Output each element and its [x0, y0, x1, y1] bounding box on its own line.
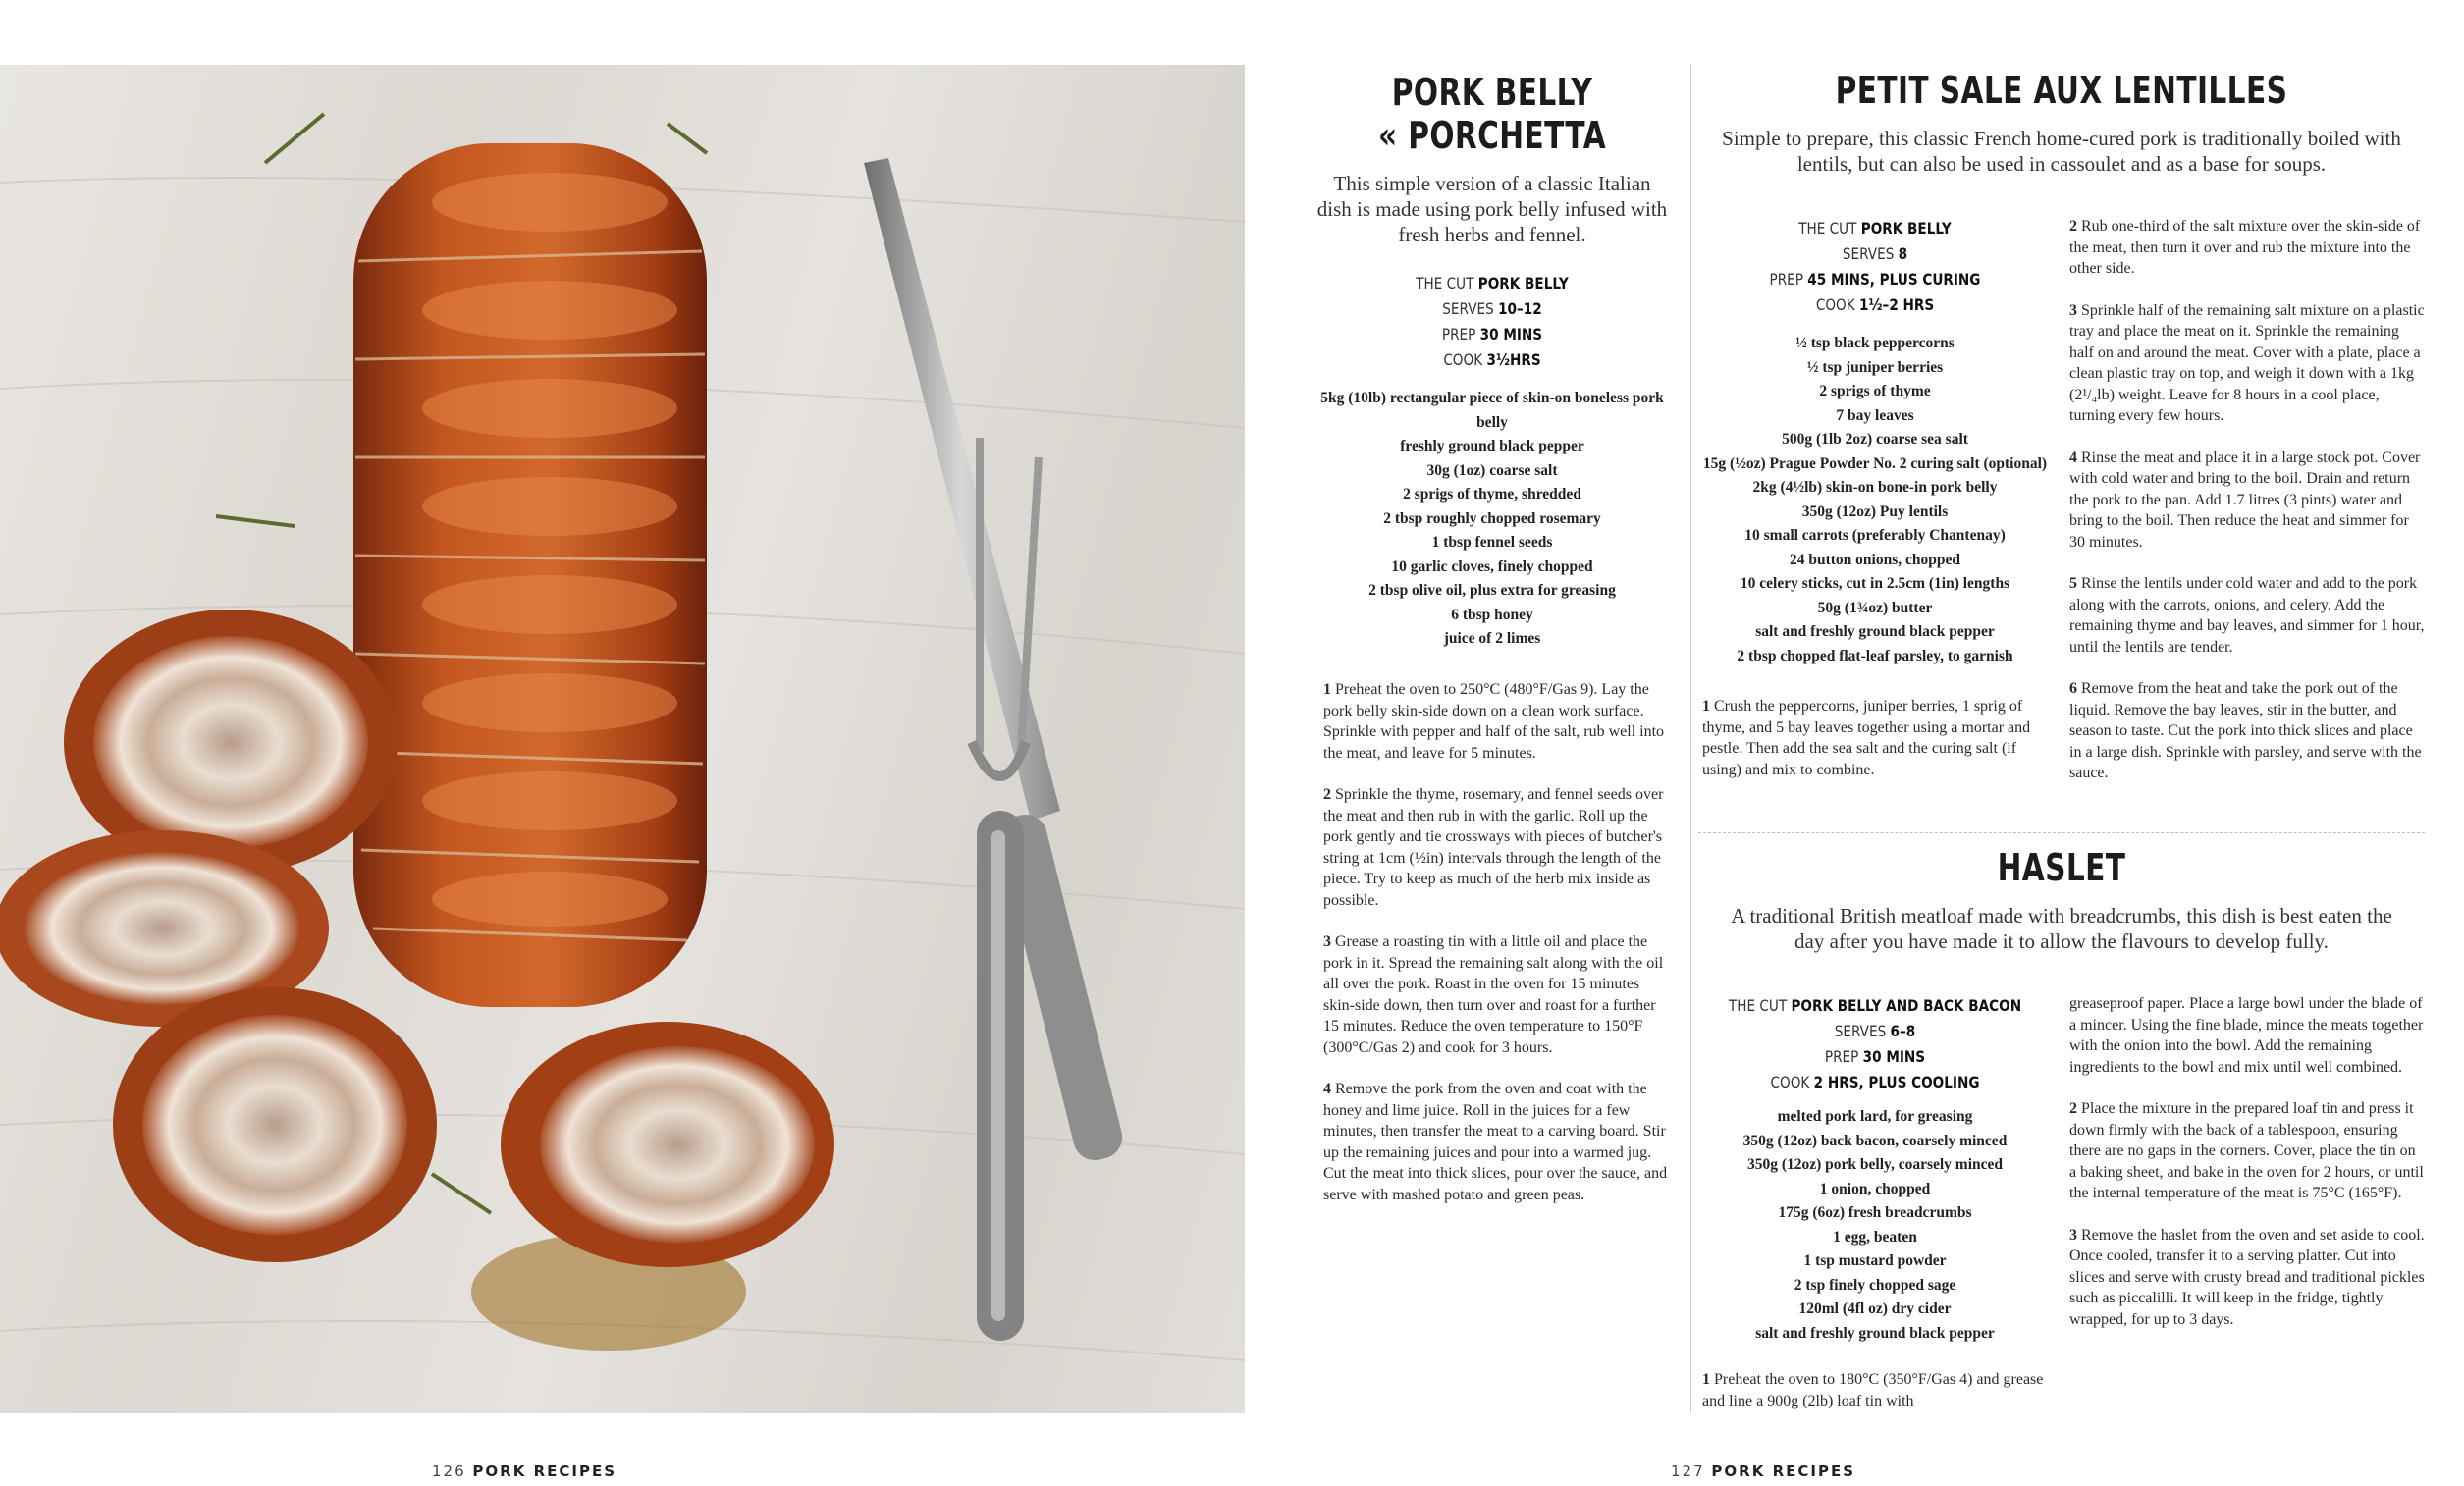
ingredient: 120ml (4fl oz) dry cider	[1798, 1300, 1952, 1317]
method-step: 4 Remove the pork from the oven and coat with the honey and lime juice. Roll in the juices for a few minutes, then transfer the meat to a carving board. Stir up the remaining juices and pour into a warmed jug. Cut the meat into thick slices, pour over the sauce, and serve with mashed potato and green peas.	[1323, 1081, 1668, 1203]
method-step: 3 Sprinkle half of the remaining salt mixture on a plastic tray and place the meat on it. Sprinkle the remaining half on and around the meat. Cover with a plate, place a clean plastic tray on top, and weigh it down with a 1kg (2¹/₄lb) weight. Leave for 8 hours in a cool place, turning every few hours.	[2069, 301, 2425, 424]
ingredient: 1 egg, beaten	[1833, 1228, 1917, 1246]
ingredient: salt and freshly ground black pepper	[1755, 623, 1995, 640]
ingredient: 1 tsp mustard powder	[1803, 1252, 1947, 1269]
ingredient: 2 sprigs of thyme	[1819, 383, 1931, 399]
meta-cut: THE CUT PORK BELLY AND BACK BACON	[1728, 996, 2022, 1015]
method-step: 1 Preheat the oven to 180°C (350°F/Gas 4) and grease and line a 900g (2lb) loaf tin with	[1702, 1371, 2044, 1409]
ingredient: 50g (1¾oz) butter	[1817, 599, 1933, 616]
ingredient: 1 tbsp fennel seeds	[1431, 534, 1553, 551]
ingredient: 2 tsp finely chopped sage	[1794, 1276, 1956, 1294]
ingredient: 500g (1lb 2oz) coarse sea salt	[1782, 431, 1968, 448]
recipe-title: HASLET	[1997, 846, 2126, 889]
recipe-intro: Simple to prepare, this classic French home-cured pork is traditionally boiled with lentils, but can also be used in cassoulet and as a base for soups.	[1722, 127, 2401, 176]
method-step: 6 Remove from the heat and take the pork out of the liquid. Remove the bay leaves, stir in the butter, and season to taste. Cut the pork into thick slices and place in a large dish. Sprinkle with parsley, and serve with the sauce.	[2069, 680, 2422, 781]
ingredient: 10 garlic cloves, finely chopped	[1391, 557, 1593, 575]
haslet-ingredients-col	[1698, 993, 2052, 1411]
recipe-intro: A traditional British meatloaf made with breadcrumbs, this dish is best eaten the day after you have made it to allow the flavours to develop fully.	[1731, 904, 2392, 953]
meta-cook: COOK 2 HRS, PLUS COOLING	[1770, 1073, 1980, 1091]
meta-prep: PREP 30 MINS	[1441, 325, 1543, 344]
ingredient: 24 button onions, chopped	[1789, 551, 1960, 568]
haslet-header	[1718, 846, 2405, 954]
ingredient: 2 tbsp chopped flat-leaf parsley, to garnish	[1737, 647, 2013, 664]
recipe-meta	[1725, 993, 2025, 1095]
ingredient: juice of 2 limes	[1443, 630, 1541, 647]
ingredients-list	[1315, 387, 1669, 652]
recipe-intro: This simple version of a classic Italian dish is made using pork belly infused with fresh herbs and fennel.	[1316, 172, 1668, 246]
ingredient: 350g (12oz) back bacon, coarsely minced	[1742, 1132, 2008, 1149]
meta-cook: COOK 1½–2 HRS	[1815, 295, 1935, 314]
ingredient: 2kg (4½lb) skin-on bone-in pork belly	[1752, 479, 1998, 496]
method-step: 1 Preheat the oven to 250°C (480°F/Gas 9). Lay the pork belly skin-side down on a clean work surface. Sprinkle with pepper and half of the salt, rub well into the meat, and leave for 5 minutes.	[1323, 681, 1665, 762]
porchetta-photo	[0, 65, 1245, 1413]
recipe-title	[1355, 71, 1631, 157]
ingredient: 15g (½oz) Prague Powder No. 2 curing salt (optional)	[1702, 454, 2048, 472]
meta-cook: COOK 3½HRS	[1443, 350, 1541, 369]
meta-cut: THE CUT PORK BELLY	[1416, 274, 1569, 292]
section-divider	[1698, 832, 2425, 833]
ingredients-list	[1698, 332, 2052, 668]
ingredient: ½ tsp juniper berries	[1806, 358, 1944, 376]
page-number: 127	[1671, 1462, 1705, 1480]
method-step: 3 Remove the haslet from the oven and set aside to cool. Once cooled, transfer it to a serving platter. Cut into slices and serve with crusty bread and traditional pickles such as piccalilli. It will keep in the fridge, tightly wrapped, for up to 3 days.	[2069, 1226, 2425, 1328]
ingredient: 2 tbsp olive oil, plus extra for greasing	[1368, 582, 1616, 599]
ingredient: 1 onion, chopped	[1819, 1180, 1931, 1197]
ingredient: 350g (12oz) pork belly, coarsely minced	[1746, 1156, 2004, 1173]
recipe-title: PETIT SALE AUX LENTILLES	[1835, 69, 2288, 112]
meta-prep: PREP 45 MINS, PLUS CURING	[1769, 270, 1981, 289]
method-step: 2 Place the mixture in the prepared loaf tin and press it down firmly with the back of a tablespoon, ensuring there are no gaps in the corners. Cover, place the tin on a baking sheet, and bake in the oven for 2 hours, or until the internal temperature of the meat is 75°C (165°F).	[2069, 1100, 2424, 1201]
meta-serves: SERVES 10–12	[1442, 299, 1542, 318]
left-page-footer	[432, 1462, 616, 1480]
petit-sale-ingredients-col	[1698, 216, 2052, 780]
method-step: greaseproof paper. Place a large bowl under the blade of a mincer. Using the fine blade, mince the meats together with the onion into the bowl. Add the remaining ingredients to the bowl and mix until well combined.	[2069, 995, 2424, 1076]
method-step: 3 Grease a roasting tin with a little oil and place the pork in it. Spread the remaining salt along with the oil all over the pork. Roast in the oven for 15 minutes skin-side down, then turn over and roast for a further 15 minutes. Reduce the oven temperature to 150°F (300°C/Gas 2) and cook for 3 hours.	[1323, 933, 1664, 1056]
petit-sale-method-right	[2069, 216, 2425, 784]
page-number: 126	[432, 1462, 466, 1480]
method-step: 4 Rinse the meat and place it in a large stock pot. Cover with cold water and bring to the boil. Drain and return the pork to the pan. Add 1.7 litres (3 pints) water and bring to the boil. Then reduce the heat and simmer for 30 minutes.	[2069, 449, 2421, 551]
ingredient: 30g (1oz) coarse salt	[1426, 461, 1558, 479]
ingredient: 175g (6oz) fresh breadcrumbs	[1778, 1204, 1972, 1221]
meta-serves: SERVES 8	[1842, 244, 1908, 263]
porchetta-recipe	[1315, 71, 1669, 652]
section-name: PORK RECIPES	[1711, 1462, 1855, 1480]
meta-serves: SERVES 6–8	[1834, 1022, 1916, 1040]
recipe-meta	[1342, 271, 1642, 373]
ingredient: ½ tsp black peppercorns	[1795, 335, 1955, 351]
method-step: 2 Rub one-third of the salt mixture over the skin-side of the meat, then turn it over and rub the mixture into the other side.	[2069, 218, 2421, 277]
haslet-method-left	[1698, 1369, 2052, 1411]
ingredient: 2 sprigs of thyme, shredded	[1403, 486, 1581, 503]
ingredients-list	[1698, 1105, 2052, 1346]
right-page-footer	[1671, 1462, 1855, 1480]
haslet-method-right	[2069, 993, 2425, 1330]
method-step: 5 Rinse the lentils under cold water and add to the pork along with the carrots, onions, and celery. Add the remaining thyme and bay leaves, and simmer for 1 hour, until the lentils are tender.	[2069, 575, 2425, 656]
photo-illustration	[0, 65, 1245, 1413]
ingredient: freshly ground black pepper	[1400, 438, 1584, 454]
petit-sale-method-left	[1698, 696, 2052, 780]
meta-prep: PREP 30 MINS	[1824, 1047, 1926, 1066]
ingredient: 350g (12oz) Puy lentils	[1801, 503, 1949, 520]
ingredient: 2 tbsp roughly chopped rosemary	[1383, 509, 1601, 527]
ingredient: 6 tbsp honey	[1451, 606, 1533, 623]
roast-body	[353, 143, 844, 1105]
method-step: 1 Crush the peppercorns, juniper berries, 1 sprig of thyme, and 5 bay leaves together using a mortar and pestle. Then add the sea salt and the curing salt (if using) and mix to combine.	[1702, 698, 2031, 778]
ingredient: 10 small carrots (preferably Chantenay)	[1744, 527, 2006, 544]
ingredient: 10 celery sticks, cut in 2.5cm (1in) lengths	[1740, 575, 2010, 592]
title-line-2: « PORCHETTA	[1377, 114, 1607, 157]
title-line-1: PORK BELLY	[1391, 71, 1593, 114]
column-divider	[1690, 65, 1691, 1413]
ingredient: salt and freshly ground black pepper	[1755, 1324, 1995, 1342]
method-step: 2 Sprinkle the thyme, rosemary, and fennel seeds over the meat and then rub in with the garlic. Roll up the pork gently and tie crossways with pieces of butcher's string at 1cm (½in) intervals through the length of the piece. Try to keep as much of the herb mix inside as possible.	[1323, 786, 1664, 909]
porchetta-method	[1323, 679, 1672, 1205]
ingredient: melted pork lard, for greasing	[1777, 1108, 1973, 1125]
ingredient: 7 bay leaves	[1836, 406, 1914, 424]
recipe-meta	[1725, 216, 2025, 318]
meta-cut: THE CUT PORK BELLY	[1798, 219, 1952, 238]
section-name: PORK RECIPES	[472, 1462, 616, 1480]
ingredient: 5kg (10lb) rectangular piece of skin-on boneless pork belly	[1320, 390, 1664, 431]
petit-sale-header	[1718, 69, 2405, 177]
